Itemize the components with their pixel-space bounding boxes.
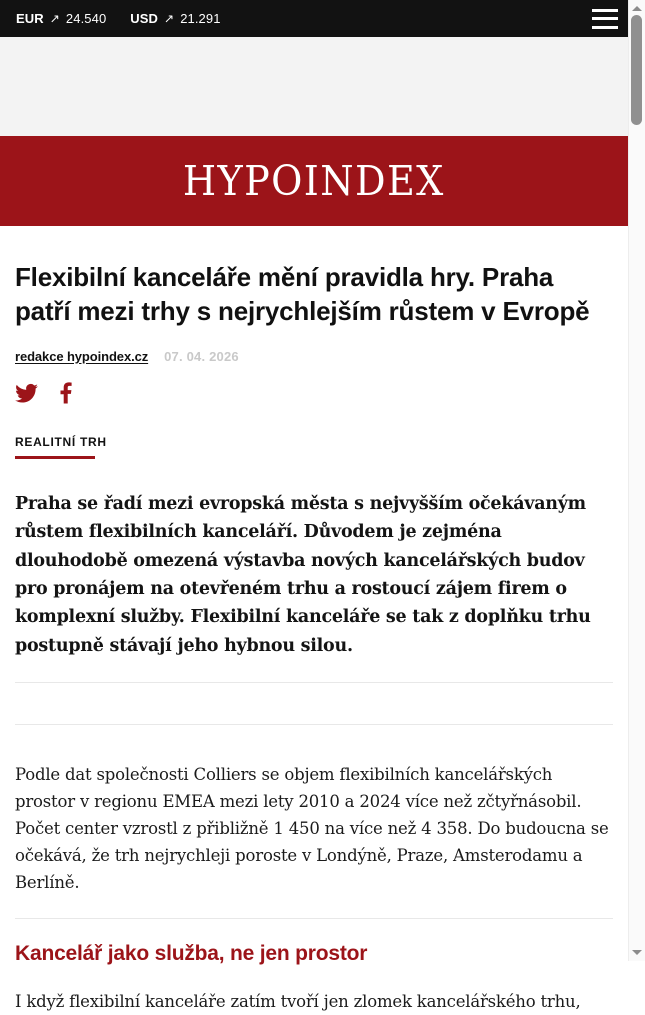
facebook-icon[interactable] xyxy=(60,382,72,404)
ticker-eur[interactable] xyxy=(16,11,106,26)
ticker-usd-code: USD xyxy=(130,11,159,26)
content-divider-3 xyxy=(15,918,613,919)
hamburger-menu-icon[interactable] xyxy=(592,9,618,29)
brand-banner[interactable] xyxy=(0,136,628,226)
article-date: 07. 04. 2026 xyxy=(164,349,239,365)
scroll-down-arrow-icon[interactable] xyxy=(629,944,645,961)
top-ticker-bar xyxy=(0,0,628,37)
twitter-icon[interactable] xyxy=(15,384,38,403)
article-author-link[interactable]: redakce hypoindex.cz xyxy=(15,349,149,365)
article-paragraph-2: I když flexibilní kanceláře zatím tvoří jen zlomek kancelářského trhu, xyxy=(15,991,581,1011)
content-divider-2 xyxy=(15,724,613,725)
scroll-down-triangle xyxy=(632,950,642,955)
vertical-scrollbar[interactable] xyxy=(628,0,645,961)
ticker-usd-value: 21.291 xyxy=(180,11,221,26)
article-category xyxy=(15,435,107,459)
article-paragraph-1: Podle dat společnosti Colliers se objem flexibilních kancelářských prostor v regionu EMEA mezi lety 2010 a 2024 více než zčtyřnásobil. Počet center vzrostl z přibližně 1 450 na více než 4 358. Do budoucna se očekává, že trh nejrychleji poroste v Londýně, Praze, Amsterodamu a Berlíně. xyxy=(15,765,609,893)
arrow-up-right-icon: ↗ xyxy=(164,11,175,25)
site-logo[interactable]: HYPOINDEX xyxy=(183,156,445,205)
arrow-up-right-icon: ↗ xyxy=(49,11,60,25)
content-divider-1 xyxy=(15,682,613,683)
currency-ticker-group xyxy=(16,11,221,26)
ticker-eur-value: 24.540 xyxy=(65,11,107,26)
article-container xyxy=(0,226,628,1015)
hamburger-bar-1 xyxy=(592,9,618,12)
hamburger-bar-3 xyxy=(592,26,618,29)
article-lead-paragraph: Praha se řadí mezi evropská města s nejvyšším očekávaným růstem flexibilních kanceláří. Důvodem je zejména dlouhodobě omezená výstavba nových kancelářských budov pro pronájem na otevřeném trhu a rostoucí zájem firem o komplexní služby. Flexibilní kanceláře se tak z doplňku trhu postupně stávají jeho hybnou silou. xyxy=(15,494,591,656)
hamburger-bar-2 xyxy=(592,17,618,20)
article-meta xyxy=(15,349,613,364)
category-accent-rule xyxy=(15,456,95,459)
scroll-up-triangle xyxy=(632,6,642,11)
header-spacer-band xyxy=(0,37,628,136)
article-subheading: Kancelář jako služba, ne jen prostor xyxy=(15,942,368,966)
ticker-usd[interactable] xyxy=(130,11,220,26)
scrollbar-thumb[interactable] xyxy=(631,15,642,125)
ticker-eur-code: EUR xyxy=(16,11,44,26)
social-share-bar xyxy=(15,382,613,404)
article-headline: Flexibilní kanceláře mění pravidla hry. Praha patří mezi trhy s nejrychlejším růstem v Evropě xyxy=(15,262,590,327)
article-category-label[interactable]: REALITNÍ TRH xyxy=(15,435,107,450)
